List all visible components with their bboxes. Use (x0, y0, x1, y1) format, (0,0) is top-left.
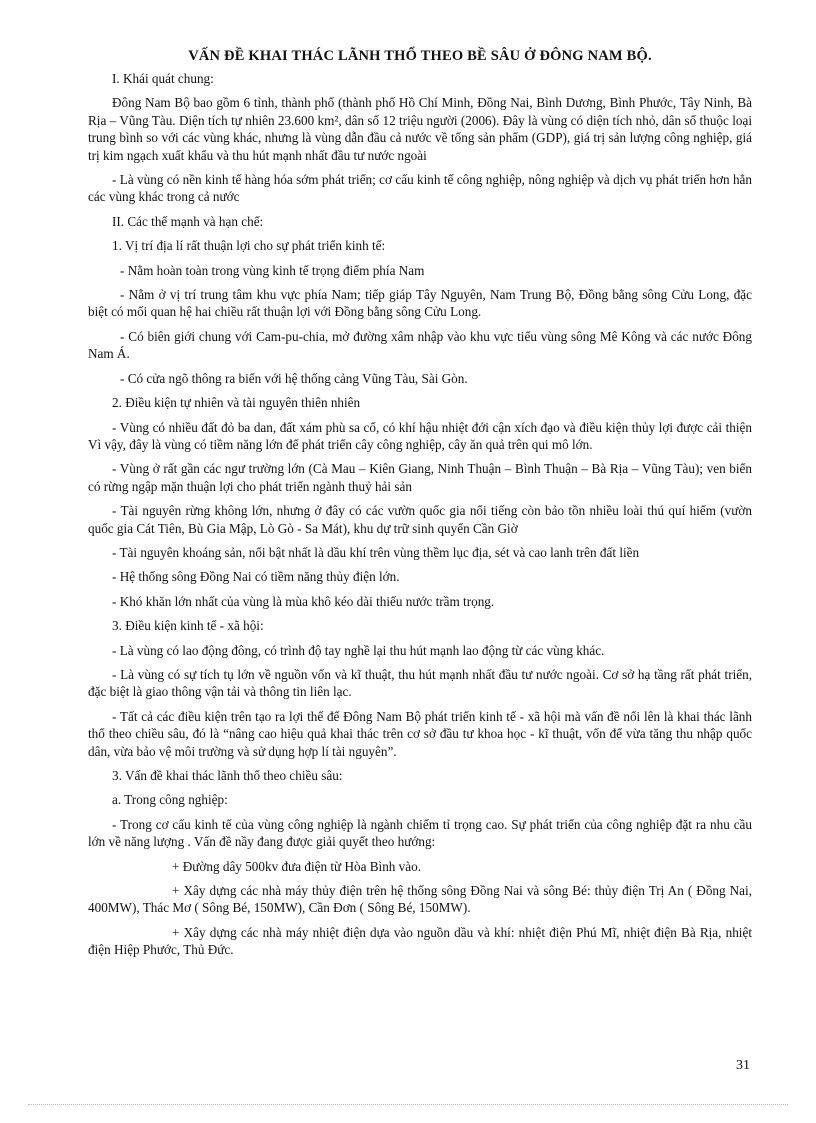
body-paragraph: + Đường dây 500kv đưa điện từ Hòa Bình vào. (172, 858, 422, 874)
body-paragraph: - Khó khăn lớn nhất của vùng là mùa khô kéo dài thiếu nước trầm trọng. (112, 593, 495, 609)
body-paragraph: 3. Điều kiện kinh tế - xã hội: (112, 618, 264, 634)
body-paragraph: + Xây dựng các nhà máy nhiệt điện dựa vào nguồn dầu và khí: nhiệt điện Phú Mĩ, nhiệt điện Bà Rịa, nhiệt điện Hiệp Phước, Thủ Đức. (88, 924, 752, 958)
body-paragraph: 2. Điều kiện tự nhiên và tài nguyên thiên nhiên (112, 395, 361, 411)
body-paragraph: - Trong cơ cấu kinh tế của vùng công nghiệp là ngành chiếm tỉ trọng cao. Sự phát triển của công nghiệp đặt ra nhu cầu lớn về năng lượng . Vấn đề nầy đang được giải quyết theo hướng: (88, 816, 752, 850)
page-bottom-divider (28, 1104, 788, 1105)
body-paragraph: - Có cửa ngõ thông ra biển với hệ thống cảng Vũng Tàu, Sài Gòn. (120, 370, 468, 386)
body-paragraph: + Xây dựng các nhà máy thủy điện trên hệ thống sông Đồng Nai và sông Bé: thủy điện Trị An ( Đồng Nai, 400MW), Thác Mơ ( Sông Bé, 150MW), Cần Đơn ( Sông Bé, 150MW). (88, 883, 752, 916)
body-paragraph: - Là vùng có nền kinh tế hàng hóa sớm phát triển; cơ cấu kinh tế công nghiệp, nông nghiệp và dịch vụ phát triển hơn hẳn các vùng khác trong cả nước (88, 172, 752, 205)
page-content (88, 48, 752, 966)
document-body (88, 70, 752, 959)
body-paragraph: - Vùng có nhiều đất đỏ ba dan, đất xám phù sa cổ, có khí hậu nhiệt đới cận xích đạo và điều kiện thủy lợi được cải thiện Vì vậy, đây là vùng có tiềm năng lớn để phát triển cây công nghiệp, cây ăn quả trên qui mô lớn. (88, 419, 752, 452)
body-paragraph: - Là vùng có lao động đông, có trình độ tay nghề lại thu hút mạnh lao động từ các vùng khác. (112, 642, 605, 658)
body-paragraph: a. Trong công nghiệp: (112, 792, 228, 808)
page-number: 31 (736, 1058, 750, 1073)
body-paragraph: - Là vùng có sự tích tụ lớn về nguồn vốn và kĩ thuật, thu hút mạnh nhất đầu tư nước ngoài. Cơ sở hạ tầng rất phát triển, đặc biệt là giao thông vận tải và thông tin liên lạc. (88, 666, 752, 700)
body-paragraph: - Nằm hoàn toàn trong vùng kinh tế trọng điểm phía Nam (120, 262, 425, 278)
body-paragraph: - Vùng ở rất gần các ngư trường lớn (Cà Mau – Kiên Giang, Ninh Thuận – Bình Thuận – Bà Rịa – Vũng Tàu); ven biển có rừng ngập mặn thuận lợi cho phát triển ngành thuỷ hải sản (88, 461, 752, 494)
body-paragraph: I. Khái quát chung: (112, 71, 214, 86)
body-paragraph: - Nằm ở vị trí trung tâm khu vực phía Nam; tiếp giáp Tây Nguyên, Nam Trung Bộ, Đồng bằng sông Cửu Long, đặc biệt có mối quan hệ hai chiều rất thuận lợi với Đồng bằng sông Cửu Long. (88, 287, 752, 320)
body-paragraph: - Tài nguyên rừng không lớn, nhưng ở đây có các vườn quốc gia nổi tiếng còn bảo tồn nhiều loài thú quí hiếm (vườn quốc gia Cát Tiên, Bù Gia Mập, Lò Gò - Sa Mát), khu dự trữ sinh quyển Cần Giờ (88, 503, 752, 536)
body-paragraph: - Có biên giới chung với Cam-pu-chia, mở đường xâm nhập vào khu vực tiểu vùng sông Mê Kông và các nước Đông Nam Á. (88, 328, 752, 362)
body-paragraph: - Tài nguyên khoáng sản, nổi bật nhất là dầu khí trên vùng thềm lục địa, sét và cao lanh trên đất liền (112, 544, 640, 560)
body-paragraph: II. Các thế mạnh và hạn chế: (112, 213, 264, 229)
body-paragraph: - Tất cả các điều kiện trên tạo ra lợi thế để Đông Nam Bộ phát triển kinh tế - xã hội mà vấn đề nổi lên là khai thác lãnh thổ theo chiều sâu, đó là “nâng cao hiệu quả khai thác trên cơ sở đầu tư khoa học - kĩ thuật, vốn để vừa tăng thu nhập quốc dân, vừa bảo vệ môi trường và sử dụng hợp lí tài nguyên”. (88, 708, 752, 759)
body-paragraph: 3. Vấn đề khai thác lãnh thổ theo chiều sâu: (112, 768, 343, 783)
document-title: VẤN ĐỀ KHAI THÁC LÃNH THỔ THEO BỀ SÂU Ở ĐÔNG NAM BỘ. (188, 48, 652, 64)
body-paragraph: - Hệ thống sông Đồng Nai có tiềm năng thủy điện lớn. (112, 569, 400, 585)
body-paragraph: 1. Vị trí địa lí rất thuận lợi cho sự phát triển kinh tế: (112, 238, 386, 254)
body-paragraph: Đông Nam Bộ bao gồm 6 tỉnh, thành phố (thành phố Hồ Chí Minh, Đồng Nai, Bình Dương, Bình Phước, Tây Ninh, Bà Rịa – Vũng Tàu. Diện tích tự nhiên 23.600 km², dân số 12 triệu người (2006). Đây là vùng có diện tích nhỏ, dân số thuộc loại trung bình so với các vùng khác, nhưng là vùng dẫn đầu cả nước về tổng sản phẩm (GDP), giá trị sản lượng công nghiệp, giá trị kim ngạch xuất khẩu và thu hút mạnh nhất đầu tư nước ngoài (88, 95, 752, 163)
